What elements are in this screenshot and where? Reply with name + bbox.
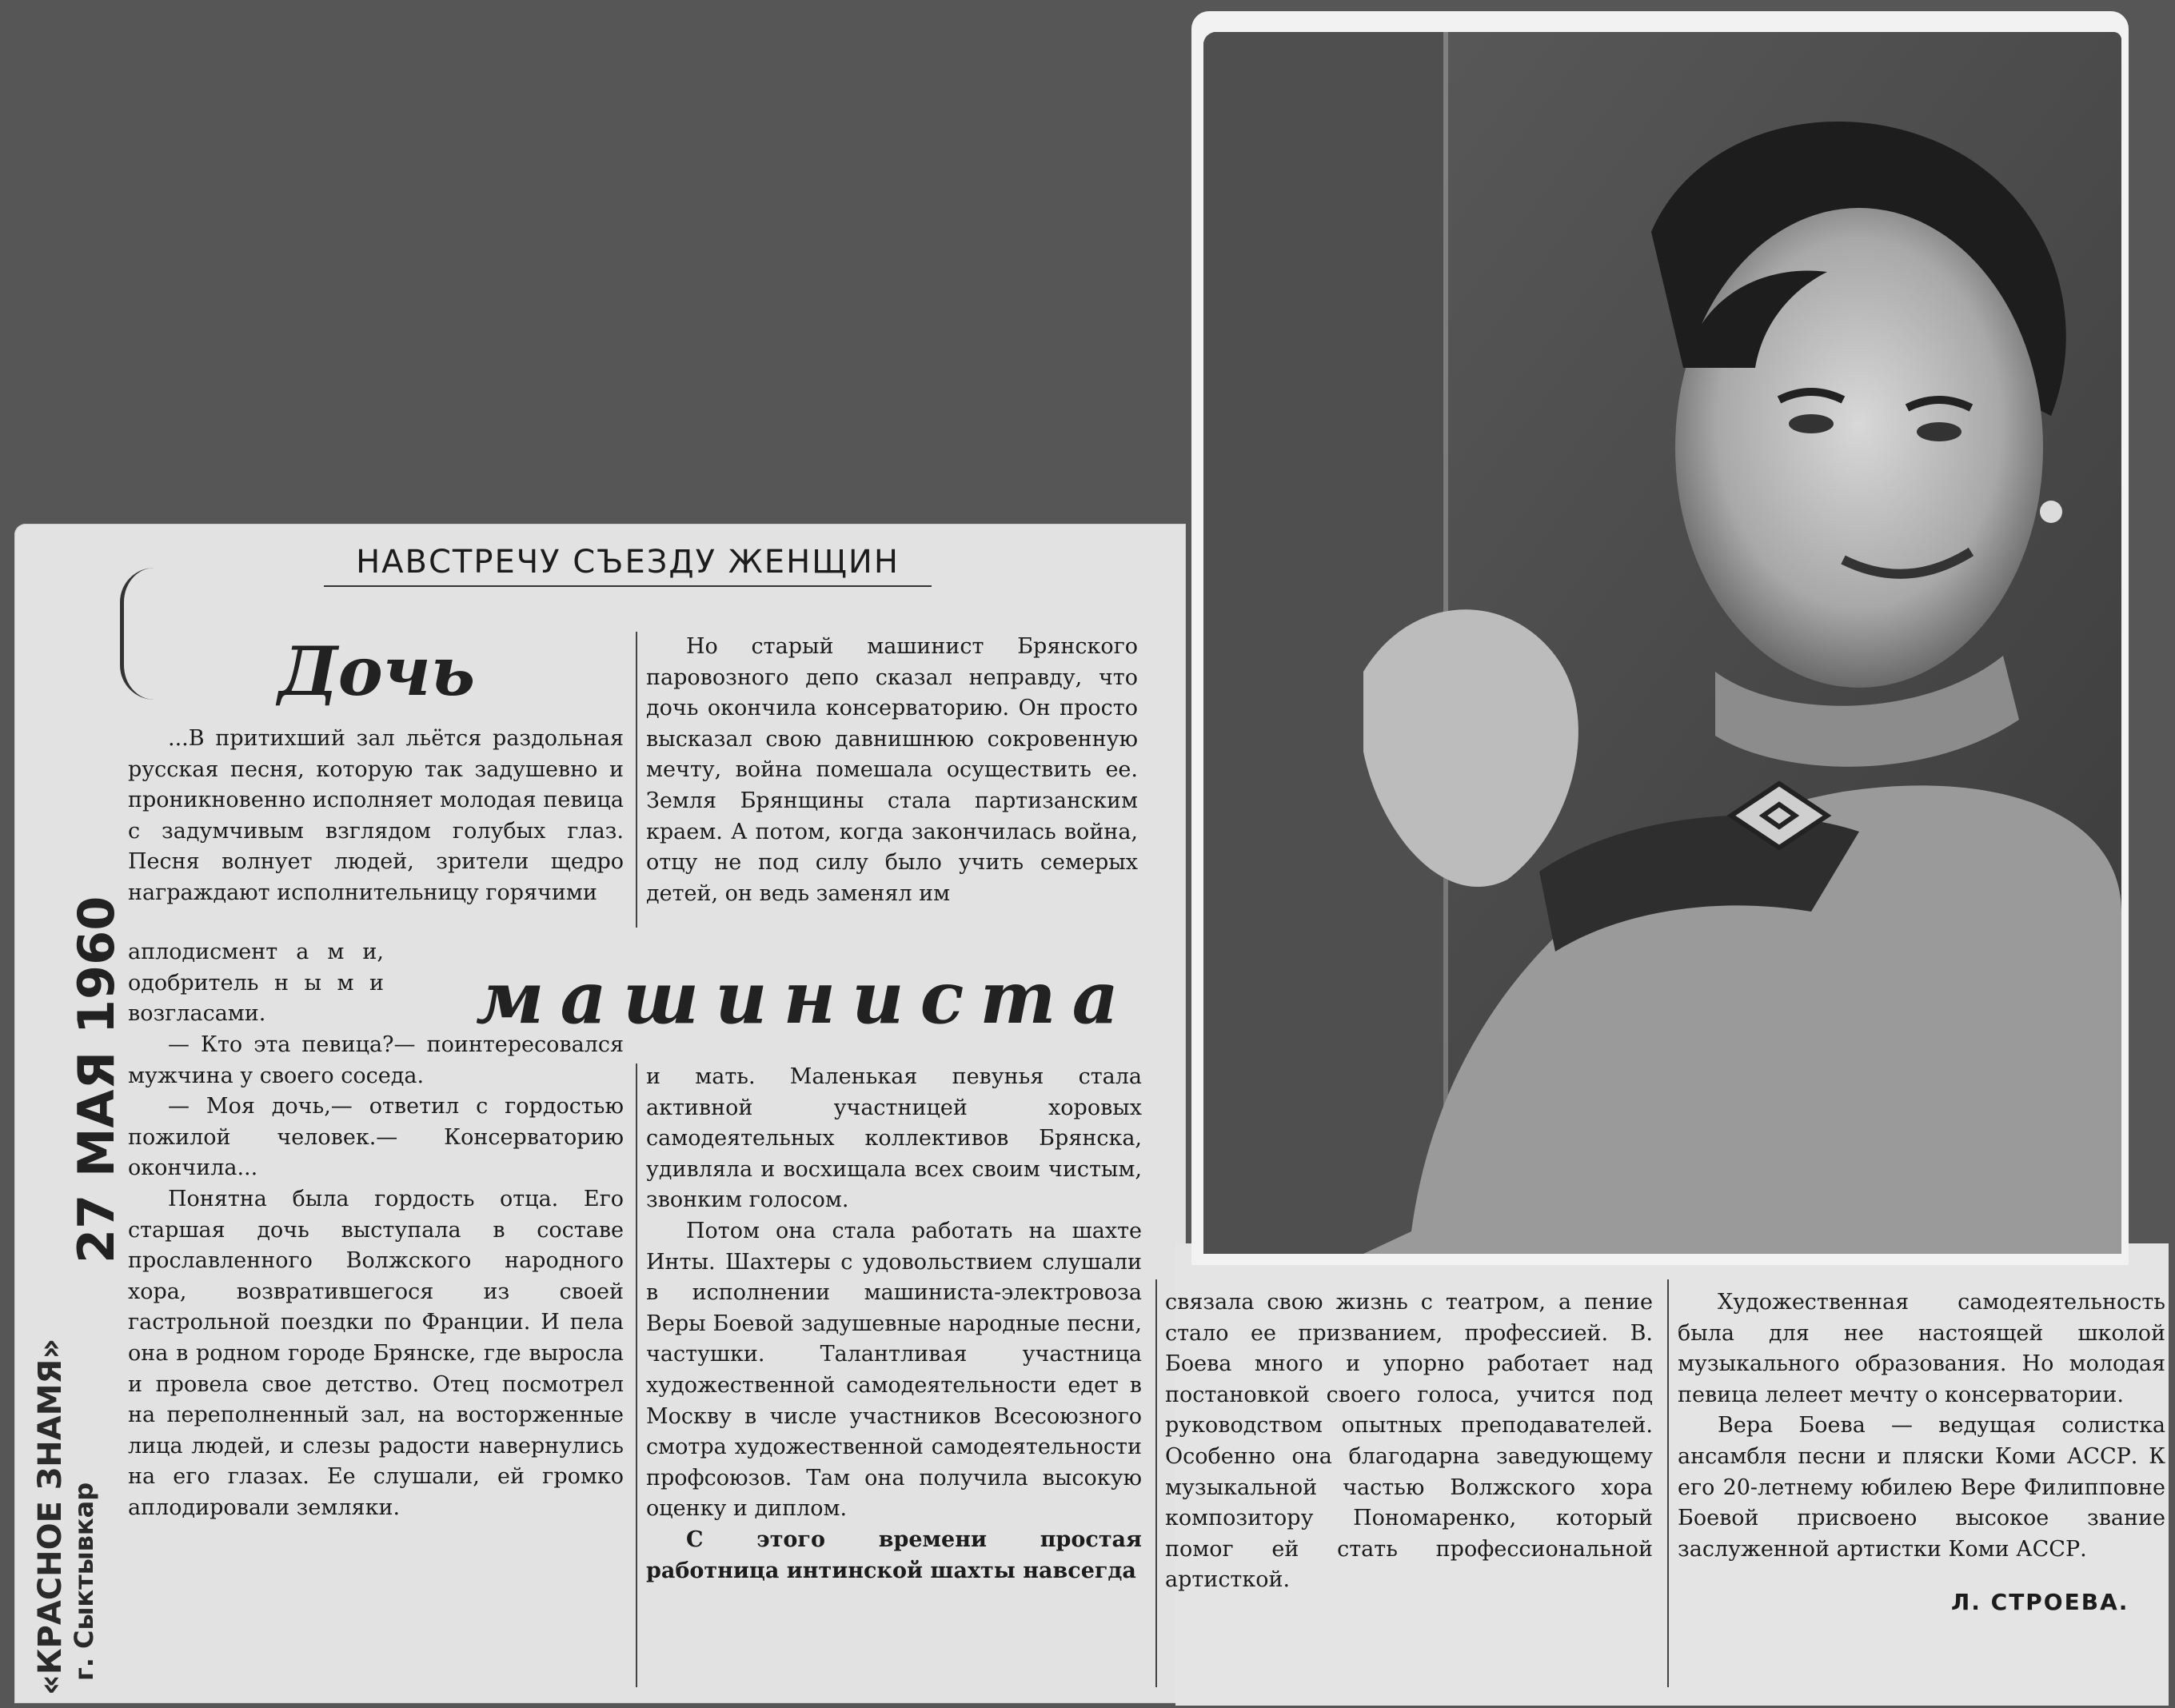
column-rule bbox=[636, 1064, 637, 1687]
column-2-top bbox=[646, 632, 1138, 909]
column-3 bbox=[1165, 1287, 1653, 1596]
column-4 bbox=[1678, 1287, 2165, 1565]
author-signature: Л. СТРОЕВА. bbox=[1951, 1589, 2129, 1615]
paragraph: аплодисмент а м и, одобритель н ы м и возгласами. bbox=[128, 940, 384, 1027]
singer-photo bbox=[1203, 32, 2121, 1254]
paragraph: С этого времени простая работница интинской шахты навсегда bbox=[646, 1526, 1142, 1583]
headline-part-1: Дочь bbox=[278, 632, 476, 711]
section-rubric: НАВСТРЕЧУ СЪЕЗДУ ЖЕНЩИН bbox=[324, 544, 932, 587]
column-1-mid bbox=[128, 937, 384, 1030]
paragraph: — Моя дочь,— ответил с гордостью пожилой человек.— Консерваторию окончила... bbox=[128, 1094, 624, 1181]
paragraph: — Кто эта певица?— поинтересовался мужчина у своего соседа. bbox=[128, 1032, 624, 1088]
singer-photo-illustration bbox=[1203, 32, 2121, 1254]
headline-part-2: машиниста bbox=[476, 956, 1135, 1040]
paragraph: Понятна была гордость отца. Его старшая дочь выступала в составе прославленного Волжского народного хора, возвратившегося из своей гастрольной поездки по Франции. И пела она в родном городе Брянске, где выросла и провела свое детство. Отец посмотрел на переполненный зал, на восторженные лица людей, и слезы радости навернулись на его глазах. Ее слушали, ей громко аплодировали земляки. bbox=[128, 1186, 624, 1520]
newspaper-stamp bbox=[32, 1339, 99, 1695]
newspaper-city: г. Сыктывкар bbox=[69, 1482, 99, 1681]
date-stamp: 27 МАЯ 1960 bbox=[67, 896, 126, 1263]
paragraph: ...В притихший зал льётся раздольная русская песня, которую так задушевно и проникновенно исполняет молодая певица с задумчивым взглядом голубых глаз. Песня волнует людей, зрители щедро награждают исполнительницу горячими bbox=[128, 726, 624, 905]
column-rule bbox=[1667, 1279, 1669, 1687]
column-1-bottom bbox=[128, 1030, 624, 1524]
paragraph: Но старый машинист Брянского паровозного депо сказал неправду, что дочь окончила консерваторию. Он просто высказал свою давнишнюю сокровенную мечту, война помешала осуществить ее. Земля Брянщины стала партизанским краем. А потом, когда закончилась война, отцу не под силу было учить семерых детей, он ведь заменял им bbox=[646, 634, 1138, 906]
paragraph: и мать. Маленькая певунья стала активной участницей хоровых самодеятельных коллективов Брянска, удивляла и восхищала всех своим чистым, звонким голосом. bbox=[646, 1064, 1142, 1213]
paragraph: Вера Боева — ведущая солистка ансамбля песни и пляски Коми АССР. К его 20-летнему юбилею Вере Филипповне Боевой присвоено высокое звание заслуженной артистки Коми АССР. bbox=[1678, 1413, 2165, 1562]
decorative-bracket bbox=[120, 568, 154, 700]
column-rule bbox=[1155, 1279, 1157, 1687]
column-1-top bbox=[128, 724, 624, 909]
column-rule bbox=[636, 632, 637, 928]
column-2-bottom bbox=[646, 1062, 1142, 1586]
newspaper-name: «КРАСНОЕ ЗНАМЯ» bbox=[32, 1338, 69, 1695]
paragraph: Потом она стала работать на шахте Инты. Шахтеры с удовольствием слушали в исполнении машиниста-электровоза Веры Боевой задушевные народные песни, частушки. Талантливая участница художественной самодеятельности едет в Москву в числе участников Всесоюзного смотра художественной самодеятельности профсоюзов. Там она получила высокую оценку и диплом. bbox=[646, 1218, 1142, 1522]
paragraph: связала свою жизнь с театром, а пение стало ее призванием, профессией. В. Боева много и упорно работает над постановкой своего голоса, учится под руководством опытных преподавателей. Особенно она благодарна заведующему музыкальной частью Волжского хора композитору Пономаренко, который помог ей стать профессиональной артисткой. bbox=[1165, 1290, 1653, 1593]
paragraph: Художественная самодеятельность была для нее настоящей школой музыкального образования. Но молодая певица лелеет мечту о консерватории. bbox=[1678, 1290, 2165, 1407]
